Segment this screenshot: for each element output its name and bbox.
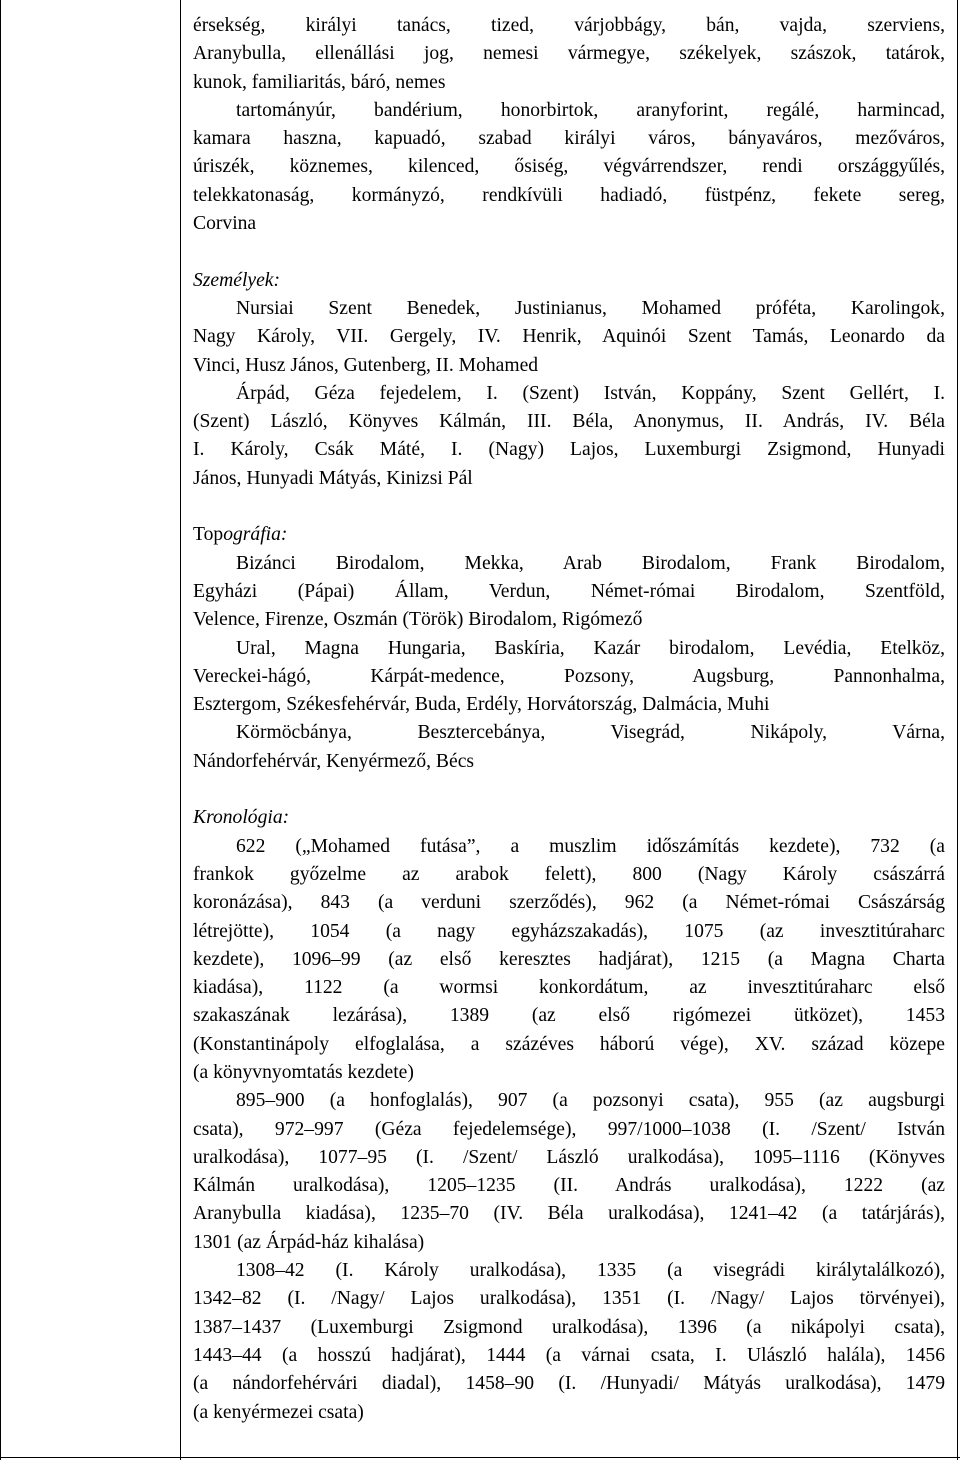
text-line: kunok, familiaritás, báró, nemes [193, 71, 446, 93]
text-line: telekkatonaság, kormányzó, rendkívüli hadiadó, füstpénz, fekete sereg, [193, 184, 945, 206]
text-line: Kálmán uralkodása), 1205–1235 (II. András uralkodása), 1222 (az [193, 1175, 945, 1197]
text-line: Nagy Károly, VII. Gergely, IV. Henrik, Aquinói Szent Tamás, Leonardo da [193, 326, 945, 348]
section-heading-part: ográfia: [223, 524, 288, 546]
text-line: Nándorfehérvár, Kenyérmező, Bécs [193, 750, 475, 772]
section-heading: Személyek: [193, 269, 281, 291]
text-line: szakaszának lezárása), 1389 (az első rigómezei ütközet), 1453 [193, 1005, 945, 1027]
text-line: Egyházi (Pápai) Állam, Verdun, Német-római Birodalom, Szentföld, [193, 580, 945, 602]
section-heading [193, 521, 945, 549]
text-line: Nursiai Szent Benedek, Justinianus, Mohamed próféta, Karolingok, [236, 297, 945, 319]
text-line: frankok győzelme az arabok felett), 800 (Nagy Károly császárrá [193, 863, 945, 885]
text-line: uralkodása), 1077–95 (I. /Szent/ László uralkodása), 1095–1116 (Könyves [193, 1146, 945, 1168]
text-line: (a nándorfehérvári diadal), 1458–90 (I. /Hunyadi/ Mátyás uralkodása), 1479 [193, 1373, 945, 1395]
text-line: Esztergom, Székesfehérvár, Buda, Erdély, Horvátország, Dalmácia, Muhi [193, 694, 770, 716]
table-border-bottom [0, 1457, 960, 1458]
text-line: (a könyvnyomtatás kezdete) [193, 1061, 414, 1083]
text-line: Aranybulla, ellenállási jog, nemesi vármegye, székelyek, szászok, tatárok, [193, 43, 945, 65]
text-line: Ural, Magna Hungaria, Baskíria, Kazár birodalom, Levédia, Etelköz, [236, 637, 945, 659]
text-line: 1308–42 (I. Károly uralkodása), 1335 (a visegrádi királytalálkozó), [236, 1260, 945, 1282]
text-line: Körmöcbánya, Besztercebánya, Visegrád, Nikápoly, Várna, [236, 722, 945, 744]
table-cell-content [193, 12, 945, 1427]
table-border-left [0, 0, 1, 1460]
text-line: (Szent) László, Könyves Kálmán, III. Béla, Anonymus, II. András, IV. Béla [193, 411, 945, 433]
table-column-divider [180, 0, 181, 1460]
text-line: Vinci, Husz János, Gutenberg, II. Mohamed [193, 354, 539, 376]
text-line: kamara haszna, kapuadó, szabad királyi város, bányaváros, mezőváros, [193, 128, 945, 150]
spacer [193, 493, 945, 521]
text-line: Velence, Firenze, Oszmán (Török) Birodalom, Rigómező [193, 609, 643, 631]
text-line: Aranybulla kiadása), 1235–70 (IV. Béla uralkodása), 1241–42 (a tatárjárás), [193, 1203, 945, 1225]
text-line: János, Hunyadi Mátyás, Kinizsi Pál [193, 467, 473, 489]
text-line: (a kenyérmezei csata) [193, 1401, 364, 1423]
text-line: úriszék, köznemes, kilenced, ősiség, végvárrendszer, rendi országgyűlés, [193, 156, 945, 178]
text-line: Corvina [193, 213, 257, 235]
text-line: 622 („Mohamed futása”, a muszlim időszámítás kezdete), 732 (a [236, 835, 945, 857]
text-line: 1342–82 (I. /Nagy/ Lajos uralkodása), 1351 (I. /Nagy/ Lajos törvényei), [193, 1288, 945, 1310]
text-line: 895–900 (a honfoglalás), 907 (a pozsonyi csata), 955 (az augsburgi [236, 1090, 945, 1112]
text-line: 1443–44 (a hosszú hadjárat), 1444 (a várnai csata, I. Ulászló halála), 1456 [193, 1344, 945, 1366]
text-line: kezdete), 1096–99 (az első keresztes hadjárat), 1215 (a Magna Charta [193, 948, 945, 970]
text-line: koronázása), 843 (a verduni szerződés), 962 (a Német-római Császárság [193, 892, 945, 914]
topografia-block [193, 521, 945, 776]
text-line: I. Károly, Csák Máté, I. (Nagy) Lajos, Luxemburgi Zsigmond, Hunyadi [193, 439, 945, 461]
text-line: érsekség, királyi tanács, tized, várjobbágy, bán, vajda, szerviens, [193, 15, 945, 36]
text-line: Vereckei-hágó, Kárpát-medence, Pozsony, Augsburg, Pannonhalma, [193, 665, 945, 687]
text-line: Árpád, Géza fejedelem, I. (Szent) István, Koppány, Szent Gellért, I. [236, 382, 945, 404]
section-heading: Kronológia: [193, 807, 290, 829]
text-line: kiadása), 1122 (a wormsi konkordátum, az invesztitúraharc első [193, 977, 945, 999]
text-line: létrejötte), 1054 (a nagy egyházszakadás), 1075 (az invesztitúraharc [193, 920, 945, 942]
table-border-right [957, 0, 958, 1460]
text-line: 1301 (az Árpád-ház kihalása) [193, 1231, 425, 1253]
text-line: (Konstantinápoly elfoglalása, a százéves háború vége), XV. század közepe [193, 1033, 945, 1055]
text-line: csata), 972–997 (Géza fejedelemsége), 997/1000–1038 (I. /Szent/ István [193, 1118, 945, 1140]
text-line: 1387–1437 (Luxemburgi Zsigmond uralkodása), 1396 (a nikápolyi csata), [193, 1316, 945, 1338]
spacer [193, 776, 945, 804]
kronologia-block [193, 804, 945, 1427]
text-line: Bizánci Birodalom, Mekka, Arab Birodalom, Frank Birodalom, [236, 552, 945, 574]
spacer [193, 238, 945, 266]
text-line: tartományúr, bandérium, honorbirtok, aranyforint, regálé, harmincad, [236, 99, 945, 121]
szemelyek-block [193, 267, 945, 493]
section-heading-part: Top [193, 524, 224, 546]
fogalmak-block [193, 12, 945, 238]
